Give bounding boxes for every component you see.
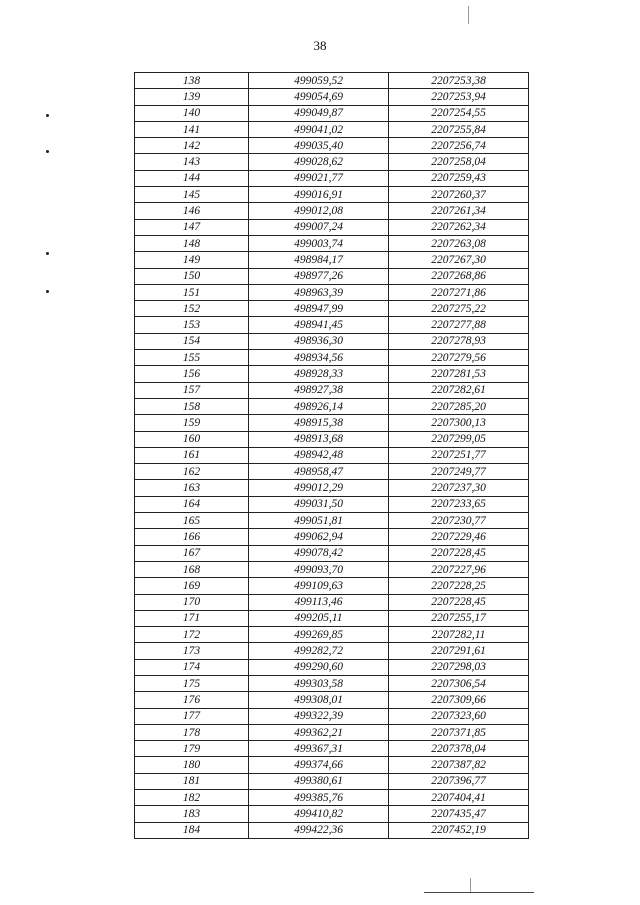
table-row [135, 822, 529, 838]
point-number-cell: 181 [135, 773, 249, 789]
y-coordinate-cell: 2207228,45 [389, 594, 529, 610]
x-coordinate-cell: 499290,60 [249, 659, 389, 675]
point-number-cell: 172 [135, 627, 249, 643]
y-coordinate-cell: 2207251,77 [389, 447, 529, 463]
point-number-cell: 141 [135, 121, 249, 137]
point-number-cell: 157 [135, 382, 249, 398]
y-coordinate-cell: 2207268,86 [389, 268, 529, 284]
x-coordinate-cell: 498963,39 [249, 284, 389, 300]
x-coordinate-cell: 499003,74 [249, 235, 389, 251]
table-row [135, 659, 529, 675]
x-coordinate-cell: 499078,42 [249, 545, 389, 561]
y-coordinate-cell: 2207404,41 [389, 790, 529, 806]
x-coordinate-cell: 499054,69 [249, 89, 389, 105]
y-coordinate-cell: 2207253,94 [389, 89, 529, 105]
y-coordinate-cell: 2207371,85 [389, 724, 529, 740]
x-coordinate-cell: 499367,31 [249, 741, 389, 757]
x-coordinate-cell: 498927,38 [249, 382, 389, 398]
table-row [135, 594, 529, 610]
table-row [135, 73, 529, 89]
x-coordinate-cell: 498942,48 [249, 447, 389, 463]
x-coordinate-cell: 499028,62 [249, 154, 389, 170]
y-coordinate-cell: 2207255,84 [389, 121, 529, 137]
y-coordinate-cell: 2207452,19 [389, 822, 529, 838]
y-coordinate-cell: 2207256,74 [389, 138, 529, 154]
point-number-cell: 159 [135, 415, 249, 431]
table-row [135, 203, 529, 219]
point-number-cell: 168 [135, 561, 249, 577]
x-coordinate-cell: 499269,85 [249, 627, 389, 643]
y-coordinate-cell: 2207435,47 [389, 806, 529, 822]
x-coordinate-cell: 499205,11 [249, 610, 389, 626]
x-coordinate-cell: 499380,61 [249, 773, 389, 789]
y-coordinate-cell: 2207228,25 [389, 578, 529, 594]
point-number-cell: 145 [135, 187, 249, 203]
x-coordinate-cell: 499374,66 [249, 757, 389, 773]
x-coordinate-cell: 499385,76 [249, 790, 389, 806]
table-row [135, 154, 529, 170]
scan-mark [468, 6, 469, 24]
x-coordinate-cell: 499041,02 [249, 121, 389, 137]
point-number-cell: 171 [135, 610, 249, 626]
x-coordinate-cell: 499012,29 [249, 480, 389, 496]
x-coordinate-cell: 498977,26 [249, 268, 389, 284]
y-coordinate-cell: 2207253,38 [389, 73, 529, 89]
point-number-cell: 180 [135, 757, 249, 773]
table-row [135, 219, 529, 235]
point-number-cell: 143 [135, 154, 249, 170]
table-row [135, 464, 529, 480]
coordinates-table [134, 72, 529, 839]
page-number: 38 [313, 38, 327, 53]
table-row [135, 643, 529, 659]
x-coordinate-cell: 499016,91 [249, 187, 389, 203]
point-number-cell: 170 [135, 594, 249, 610]
y-coordinate-cell: 2207258,04 [389, 154, 529, 170]
y-coordinate-cell: 2207237,30 [389, 480, 529, 496]
point-number-cell: 175 [135, 675, 249, 691]
x-coordinate-cell: 499049,87 [249, 105, 389, 121]
table-row [135, 806, 529, 822]
point-number-cell: 155 [135, 350, 249, 366]
y-coordinate-cell: 2207254,55 [389, 105, 529, 121]
table-row [135, 105, 529, 121]
table-row [135, 757, 529, 773]
table-row [135, 708, 529, 724]
table-row [135, 301, 529, 317]
point-number-cell: 162 [135, 464, 249, 480]
scan-mark [46, 150, 49, 153]
point-number-cell: 184 [135, 822, 249, 838]
x-coordinate-cell: 499282,72 [249, 643, 389, 659]
table-row [135, 724, 529, 740]
x-coordinate-cell: 499362,21 [249, 724, 389, 740]
y-coordinate-cell: 2207298,03 [389, 659, 529, 675]
table-row [135, 382, 529, 398]
y-coordinate-cell: 2207230,77 [389, 513, 529, 529]
y-coordinate-cell: 2207261,34 [389, 203, 529, 219]
y-coordinate-cell: 2207227,96 [389, 561, 529, 577]
scan-mark [470, 878, 471, 892]
point-number-cell: 179 [135, 741, 249, 757]
x-coordinate-cell: 498936,30 [249, 333, 389, 349]
x-coordinate-cell: 499109,63 [249, 578, 389, 594]
table-row [135, 398, 529, 414]
point-number-cell: 164 [135, 496, 249, 512]
y-coordinate-cell: 2207281,53 [389, 366, 529, 382]
table-row [135, 692, 529, 708]
point-number-cell: 169 [135, 578, 249, 594]
scan-mark [46, 252, 49, 255]
table-row [135, 138, 529, 154]
point-number-cell: 183 [135, 806, 249, 822]
x-coordinate-cell: 498926,14 [249, 398, 389, 414]
x-coordinate-cell: 499051,81 [249, 513, 389, 529]
table-row [135, 513, 529, 529]
y-coordinate-cell: 2207278,93 [389, 333, 529, 349]
table-row [135, 235, 529, 251]
table-row [135, 447, 529, 463]
x-coordinate-cell: 499322,39 [249, 708, 389, 724]
y-coordinate-cell: 2207228,45 [389, 545, 529, 561]
point-number-cell: 140 [135, 105, 249, 121]
table-row [135, 561, 529, 577]
point-number-cell: 138 [135, 73, 249, 89]
point-number-cell: 144 [135, 170, 249, 186]
table-row [135, 333, 529, 349]
x-coordinate-cell: 499007,24 [249, 219, 389, 235]
point-number-cell: 174 [135, 659, 249, 675]
y-coordinate-cell: 2207323,60 [389, 708, 529, 724]
scan-mark [46, 290, 49, 293]
point-number-cell: 154 [135, 333, 249, 349]
y-coordinate-cell: 2207282,11 [389, 627, 529, 643]
x-coordinate-cell: 499113,46 [249, 594, 389, 610]
point-number-cell: 177 [135, 708, 249, 724]
point-number-cell: 158 [135, 398, 249, 414]
y-coordinate-cell: 2207259,43 [389, 170, 529, 186]
point-number-cell: 161 [135, 447, 249, 463]
point-number-cell: 163 [135, 480, 249, 496]
table-row [135, 89, 529, 105]
x-coordinate-cell: 499021,77 [249, 170, 389, 186]
x-coordinate-cell: 498934,56 [249, 350, 389, 366]
y-coordinate-cell: 2207306,54 [389, 675, 529, 691]
table-row [135, 741, 529, 757]
table-row [135, 170, 529, 186]
table-row [135, 350, 529, 366]
y-coordinate-cell: 2207387,82 [389, 757, 529, 773]
point-number-cell: 147 [135, 219, 249, 235]
table-row [135, 284, 529, 300]
table-row [135, 610, 529, 626]
table-row [135, 675, 529, 691]
y-coordinate-cell: 2207249,77 [389, 464, 529, 480]
y-coordinate-cell: 2207275,22 [389, 301, 529, 317]
point-number-cell: 167 [135, 545, 249, 561]
table-row [135, 545, 529, 561]
x-coordinate-cell: 498958,47 [249, 464, 389, 480]
x-coordinate-cell: 499308,01 [249, 692, 389, 708]
y-coordinate-cell: 2207299,05 [389, 431, 529, 447]
y-coordinate-cell: 2207263,08 [389, 235, 529, 251]
y-coordinate-cell: 2207309,66 [389, 692, 529, 708]
x-coordinate-cell: 499031,50 [249, 496, 389, 512]
x-coordinate-cell: 499035,40 [249, 138, 389, 154]
point-number-cell: 160 [135, 431, 249, 447]
y-coordinate-cell: 2207233,65 [389, 496, 529, 512]
y-coordinate-cell: 2207262,34 [389, 219, 529, 235]
y-coordinate-cell: 2207300,13 [389, 415, 529, 431]
table-row [135, 529, 529, 545]
point-number-cell: 150 [135, 268, 249, 284]
table-row [135, 431, 529, 447]
point-number-cell: 153 [135, 317, 249, 333]
table-row [135, 366, 529, 382]
table-row [135, 773, 529, 789]
point-number-cell: 173 [135, 643, 249, 659]
point-number-cell: 182 [135, 790, 249, 806]
x-coordinate-cell: 498941,45 [249, 317, 389, 333]
y-coordinate-cell: 2207378,04 [389, 741, 529, 757]
y-coordinate-cell: 2207260,37 [389, 187, 529, 203]
x-coordinate-cell: 499422,36 [249, 822, 389, 838]
table-row [135, 790, 529, 806]
table-row [135, 317, 529, 333]
table-row [135, 187, 529, 203]
x-coordinate-cell: 498915,38 [249, 415, 389, 431]
coordinates-table-body [135, 73, 529, 839]
y-coordinate-cell: 2207267,30 [389, 252, 529, 268]
table-row [135, 578, 529, 594]
x-coordinate-cell: 498984,17 [249, 252, 389, 268]
x-coordinate-cell: 499062,94 [249, 529, 389, 545]
point-number-cell: 178 [135, 724, 249, 740]
table-row [135, 480, 529, 496]
x-coordinate-cell: 498928,33 [249, 366, 389, 382]
x-coordinate-cell: 499410,82 [249, 806, 389, 822]
table-row [135, 252, 529, 268]
y-coordinate-cell: 2207277,88 [389, 317, 529, 333]
y-coordinate-cell: 2207285,20 [389, 398, 529, 414]
x-coordinate-cell: 499012,08 [249, 203, 389, 219]
y-coordinate-cell: 2207396,77 [389, 773, 529, 789]
point-number-cell: 142 [135, 138, 249, 154]
point-number-cell: 165 [135, 513, 249, 529]
y-coordinate-cell: 2207271,86 [389, 284, 529, 300]
x-coordinate-cell: 498913,68 [249, 431, 389, 447]
point-number-cell: 139 [135, 89, 249, 105]
point-number-cell: 176 [135, 692, 249, 708]
x-coordinate-cell: 499093,70 [249, 561, 389, 577]
y-coordinate-cell: 2207255,17 [389, 610, 529, 626]
point-number-cell: 166 [135, 529, 249, 545]
y-coordinate-cell: 2207282,61 [389, 382, 529, 398]
x-coordinate-cell: 499059,52 [249, 73, 389, 89]
point-number-cell: 156 [135, 366, 249, 382]
table-row [135, 496, 529, 512]
x-coordinate-cell: 499303,58 [249, 675, 389, 691]
y-coordinate-cell: 2207291,61 [389, 643, 529, 659]
y-coordinate-cell: 2207279,56 [389, 350, 529, 366]
table-row [135, 121, 529, 137]
point-number-cell: 146 [135, 203, 249, 219]
point-number-cell: 148 [135, 235, 249, 251]
table-row [135, 627, 529, 643]
table-row [135, 415, 529, 431]
point-number-cell: 151 [135, 284, 249, 300]
footer-line [424, 892, 534, 893]
point-number-cell: 149 [135, 252, 249, 268]
table-row [135, 268, 529, 284]
point-number-cell: 152 [135, 301, 249, 317]
x-coordinate-cell: 498947,99 [249, 301, 389, 317]
scan-mark [46, 114, 49, 117]
y-coordinate-cell: 2207229,46 [389, 529, 529, 545]
